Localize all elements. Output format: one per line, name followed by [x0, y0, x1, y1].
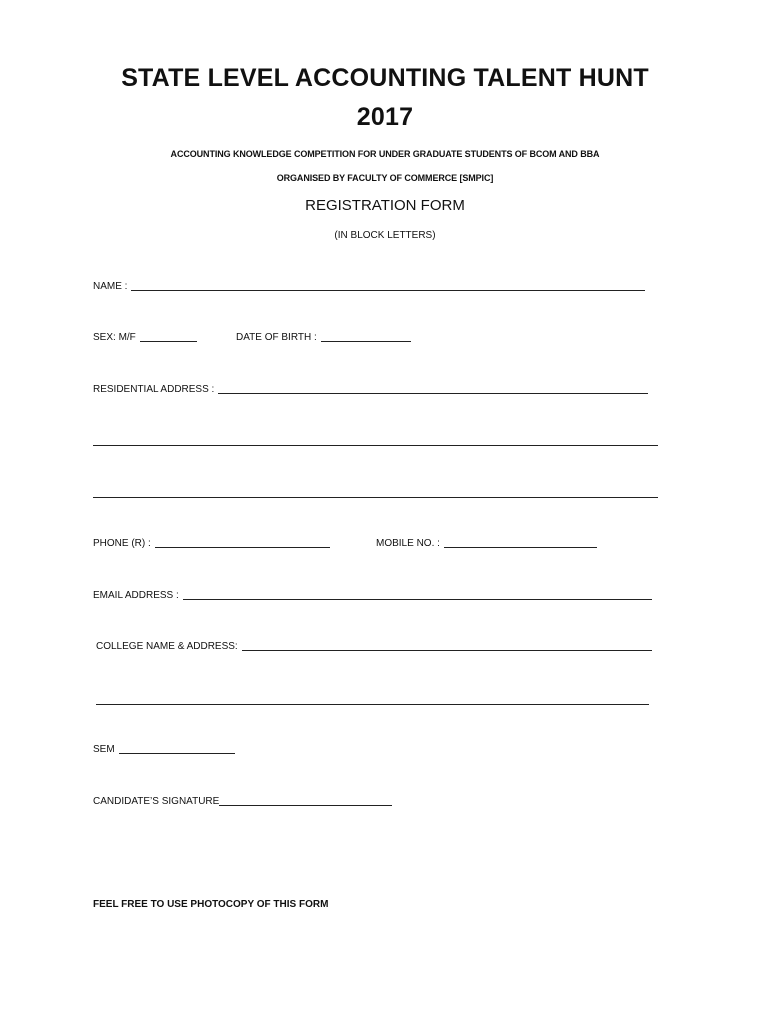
sem-field — [93, 743, 235, 755]
email-field — [93, 589, 652, 601]
sem-label: SEM — [93, 744, 115, 755]
mobile-blank[interactable] — [444, 537, 597, 548]
college-label: COLLEGE NAME & ADDRESS: — [96, 641, 238, 652]
college-field — [96, 640, 652, 652]
email-blank[interactable] — [183, 589, 652, 600]
phone-blank[interactable] — [155, 537, 330, 548]
signature-blank[interactable] — [219, 795, 392, 806]
college-blank-1[interactable] — [242, 640, 652, 651]
form-heading: STATE LEVEL ACCOUNTING TALENT HUNT — [121, 64, 649, 92]
sex-blank[interactable] — [140, 331, 197, 342]
registration-form-title: REGISTRATION FORM — [305, 197, 465, 214]
name-label: NAME : — [93, 281, 128, 292]
competition-description: ACCOUNTING KNOWLEDGE COMPETITION FOR UNDER GRADUATE STUDENTS OF BCOM AND BBA — [170, 149, 600, 159]
dob-label: DATE OF BIRTH : — [236, 332, 317, 343]
address-label: RESIDENTIAL ADDRESS : — [93, 384, 215, 395]
mobile-label: MOBILE NO. : — [376, 538, 440, 549]
form-heading-year: 2017 — [356, 103, 414, 131]
block-letters-note: (IN BLOCK LETTERS) — [334, 230, 436, 241]
photocopy-note: FEEL FREE TO USE PHOTOCOPY OF THIS FORM — [93, 899, 329, 910]
organiser-line: ORGANISED BY FACULTY OF COMMERCE [SMPIC] — [276, 173, 494, 183]
sex-label: SEX: M/F — [93, 332, 136, 343]
signature-field — [93, 795, 392, 807]
phone-field — [93, 537, 330, 549]
name-blank[interactable] — [131, 280, 645, 291]
address-blank-2[interactable] — [93, 444, 658, 446]
address-blank-1[interactable] — [218, 383, 648, 394]
dob-field — [236, 331, 411, 343]
address-blank-3[interactable] — [93, 496, 658, 498]
name-field — [93, 280, 645, 292]
dob-blank[interactable] — [321, 331, 411, 342]
email-label: EMAIL ADDRESS : — [93, 590, 179, 601]
address-field — [93, 383, 648, 395]
college-blank-2[interactable] — [96, 703, 649, 705]
sex-field — [93, 331, 197, 343]
sem-blank[interactable] — [119, 743, 235, 754]
mobile-field — [376, 537, 597, 549]
phone-label: PHONE (R) : — [93, 538, 151, 549]
signature-label: CANDIDATE’S SIGNATURE — [93, 796, 220, 807]
